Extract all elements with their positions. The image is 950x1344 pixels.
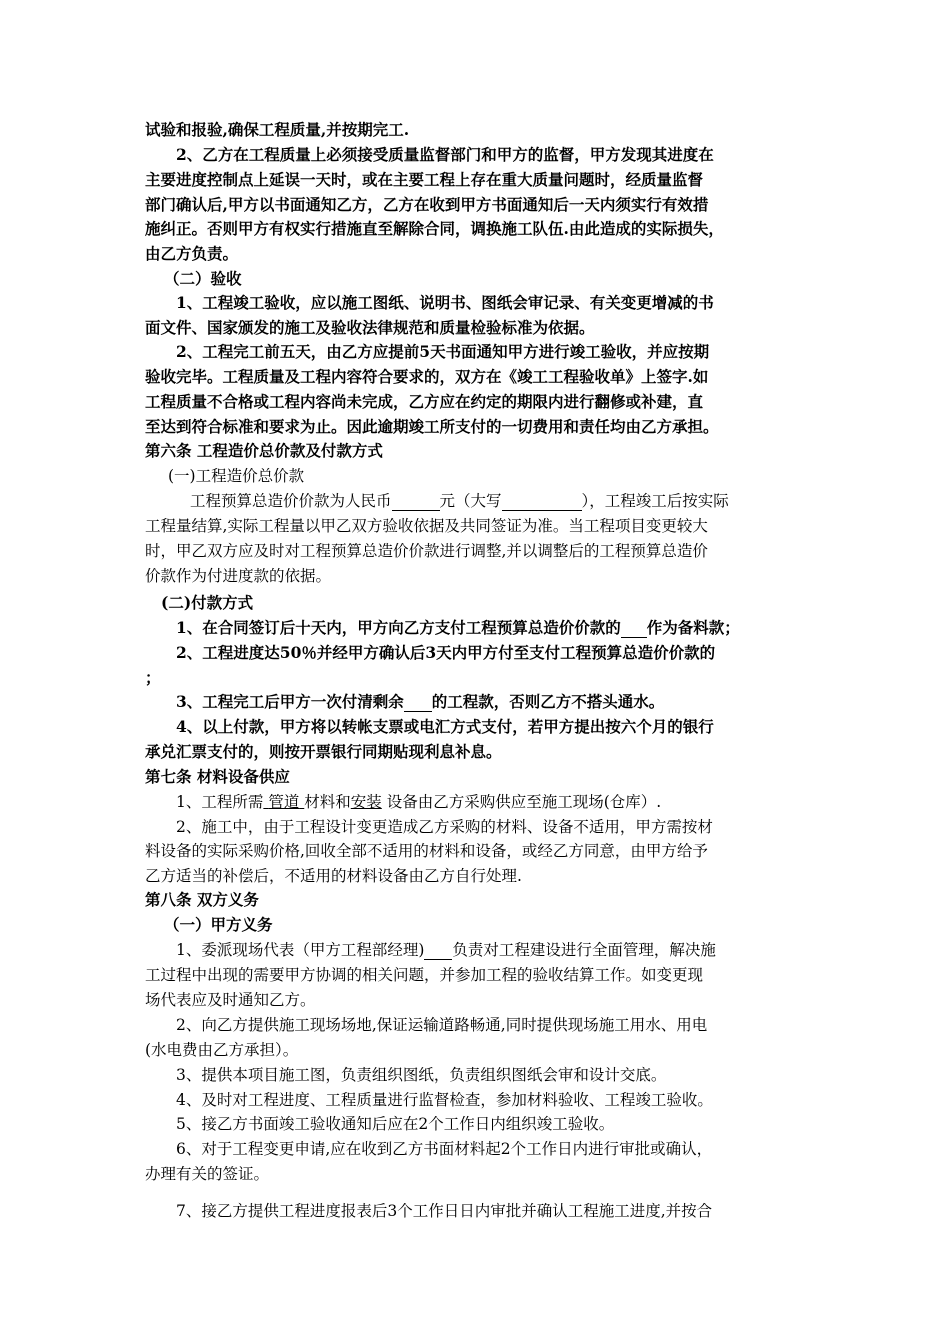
paragraph-line: 3、提供本项目施工图，负责组织图纸，负责组织图纸会审和设计交底。 xyxy=(176,1066,667,1084)
paragraph-line: 1、工程竣工验收，应以施工图纸、说明书、图纸会审记录、有关变更增减的书 xyxy=(176,293,714,312)
paragraph-line: ； xyxy=(145,668,161,687)
text-segment: 的工程款，否则乙方不搭头通水。 xyxy=(431,692,665,711)
paragraph-line xyxy=(176,792,661,814)
paragraph-line: 施纠正。否则甲方有权实行措施直至解除合同，调换施工队伍.由此造成的实际损失， xyxy=(145,219,724,238)
paragraph-line: 2、工程进度达50％并经甲方确认后3天内甲方付至支付工程预算总造价价款的 xyxy=(176,643,716,662)
text-segment: 1、在合同签订后十天内，甲方向乙方支付工程预算总造价价款的 xyxy=(176,618,621,637)
paragraph-line: 5、接乙方书面竣工验收通知后应在2个工作日内组织竣工验收。 xyxy=(176,1115,615,1133)
blank-field xyxy=(392,492,440,511)
blank-field xyxy=(502,492,582,511)
paragraph-line: 料设备的实际采购价格,回收全部不适用的材料和设备，或经乙方同意，由甲方给予 xyxy=(145,842,708,860)
text-segment: 3、工程完工后甲方一次付清剩余 xyxy=(176,692,404,711)
paragraph-line: 场代表应及时通知乙方。 xyxy=(145,991,316,1009)
text-segment: 1、工程所需 xyxy=(176,793,264,811)
paragraph-line: 4、及时对工程进度、工程质量进行监督检查，参加材料验收、工程竣工验收。 xyxy=(176,1091,713,1109)
paragraph-line: 工程质量不合格或工程内容尚未完成，乙方应在约定的期限内进行翻修或补建，直 xyxy=(145,392,704,411)
paragraph-line xyxy=(176,692,664,714)
paragraph-line: 工过程中出现的需要甲方协调的相关问题，并参加工程的验收结算工作。如变更现 xyxy=(145,966,704,984)
text-segment: 负责对工程建设进行全面管理，解决施 xyxy=(452,941,716,959)
paragraph-line: 部门确认后,甲方以书面通知乙方，乙方在收到甲方书面通知后一天内须实行有效措 xyxy=(145,195,709,214)
article-heading: 第六条 工程造价总价款及付款方式 xyxy=(145,441,383,460)
section-heading: （二）验收 xyxy=(164,269,242,288)
paragraph-line: 2、工程完工前五天，由乙方应提前5天书面通知甲方进行竣工验收，并应按期 xyxy=(176,342,710,361)
text-segment: 工程预算总造价价款为人民币 xyxy=(190,492,392,510)
text-segment: ），工程竣工后按实际 xyxy=(581,492,729,510)
paragraph-line: (水电费由乙方承担）。 xyxy=(145,1041,299,1059)
filled-field: 安装 xyxy=(350,793,382,811)
paragraph-line: 乙方适当的补偿后，不适用的材料设备由乙方自行处理. xyxy=(145,867,522,885)
paragraph-line xyxy=(190,491,729,513)
paragraph-line: 时，甲乙双方应及时对工程预算总造价价款进行调整,并以调整后的工程预算总造价 xyxy=(145,542,708,560)
paragraph-line: 面文件、国家颁发的施工及验收法律规范和质量检验标准为依据。 xyxy=(145,318,595,337)
section-heading: (二)付款方式 xyxy=(161,593,254,612)
text-segment: 1、委派现场代表（甲方工程部经理) xyxy=(176,941,425,959)
paragraph-line: 试验和报验,确保工程质量,并按期完工. xyxy=(145,120,410,139)
paragraph-line: 价款作为付进度款的依据。 xyxy=(145,567,332,585)
paragraph-line: 2、乙方在工程质量上必须接受质量监督部门和甲方的监督，甲方发现其进度在 xyxy=(176,145,714,164)
blank-field xyxy=(404,693,432,712)
paragraph-line: 2、施工中，由于工程设计变更造成乙方采购的材料、设备不适用，甲方需按材 xyxy=(176,818,713,836)
paragraph-line xyxy=(176,618,740,640)
section-heading: （一）甲方义务 xyxy=(164,915,273,934)
paragraph-line: 主要进度控制点上延误一天时，或在主要工程上存在重大质量问题时，经质量监督 xyxy=(145,170,704,189)
article-heading: 第七条 材料设备供应 xyxy=(145,767,290,786)
paragraph-line: 验收完毕。工程质量及工程内容符合要求的，双方在《竣工工程验收单》上签字.如 xyxy=(145,367,709,386)
article-heading: 第八条 双方义务 xyxy=(145,890,259,909)
section-heading: (一)工程造价总价款 xyxy=(168,467,305,485)
paragraph-line: 至达到符合标准和要求为止。因此逾期竣工所支付的一切费用和责任均由乙方承担。 xyxy=(145,417,719,436)
paragraph-line: 办理有关的签证。 xyxy=(145,1165,270,1183)
text-segment: 材料和 xyxy=(304,793,351,811)
filled-field: 管道 xyxy=(268,793,300,811)
paragraph-line: 2、向乙方提供施工现场场地,保证运输道路畅通,同时提供现场施工用水、用电 xyxy=(176,1016,708,1034)
text-segment: 元（大写 xyxy=(439,492,502,510)
paragraph-line: 7、接乙方提供工程进度报表后3个工作日日内审批并确认工程施工进度,并按合 xyxy=(176,1202,713,1220)
text-segment: 设备由乙方采购供应至施工现场(仓库）. xyxy=(386,793,662,811)
text-segment: 作为备料款； xyxy=(646,618,740,637)
blank-field xyxy=(621,619,647,638)
paragraph-line: 承兑汇票支付的，则按开票银行同期贴现利息补息。 xyxy=(145,742,502,761)
paragraph-line: 6、对于工程变更申请,应在收到乙方书面材料起2个工作日内进行审批或确认， xyxy=(176,1140,713,1158)
paragraph-line: 工程量结算,实际工程量以甲乙双方验收依据及共同签证为准。当工程项目变更较大 xyxy=(145,517,708,535)
blank-field xyxy=(424,941,452,960)
paragraph-line: 4、以上付款，甲方将以转帐支票或电汇方式支付，若甲方提出按六个月的银行 xyxy=(176,717,714,736)
paragraph-line: 由乙方负责。 xyxy=(145,244,239,263)
paragraph-line xyxy=(176,940,716,962)
